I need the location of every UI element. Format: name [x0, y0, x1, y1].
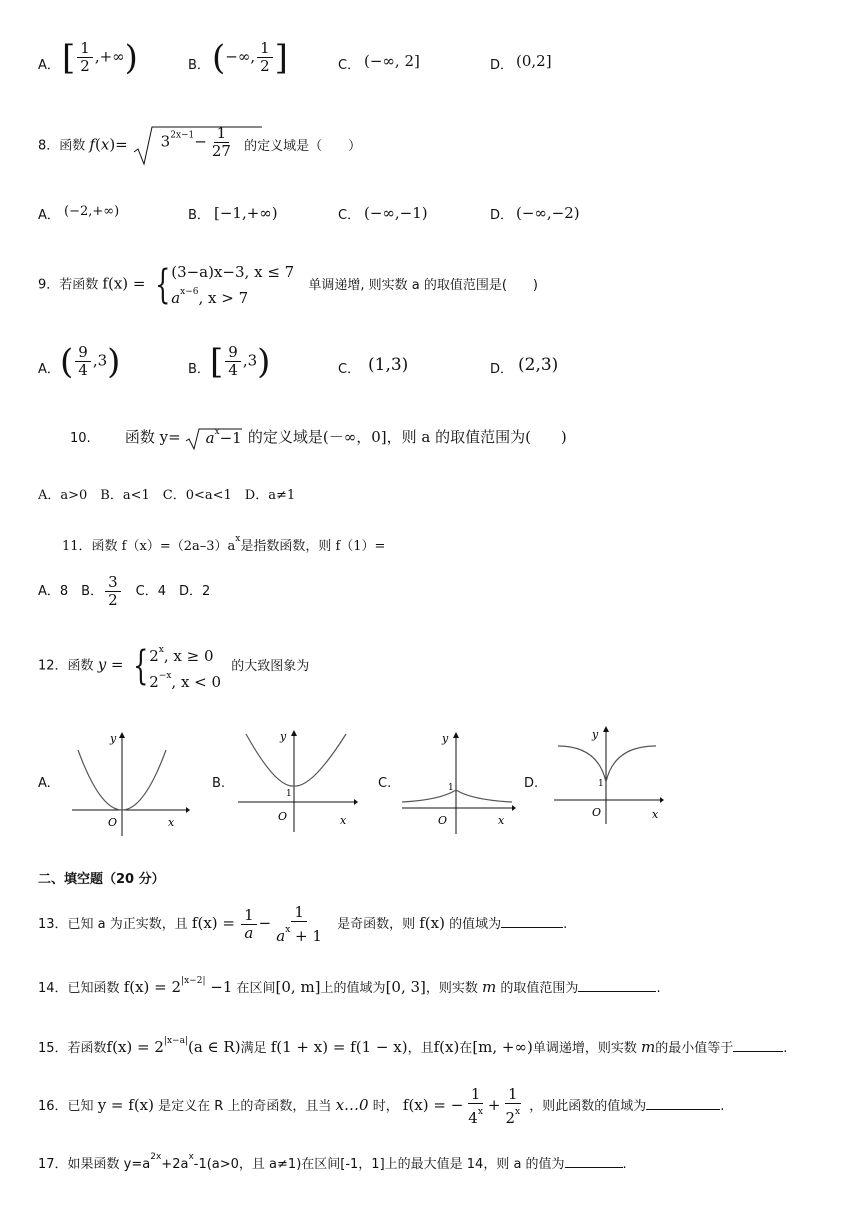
q7-b-num: 1 [257, 40, 273, 58]
q15-cond: f(1 + x) = f(1 − x) [270, 1038, 408, 1056]
q16-mid2: 时， [372, 1099, 399, 1114]
q12-case2-exp: −x [158, 671, 172, 681]
q15-end: . [783, 1041, 788, 1056]
q9-case2-exp: x−6 [180, 287, 199, 297]
q10-suffix: 的定义域是(－∞，0]，则 a 的取值范围为( ) [247, 428, 567, 446]
q7-options [38, 37, 838, 84]
q12-d-origin: O [592, 806, 602, 819]
q8-options [38, 204, 838, 226]
q14-mid2: 上的值域为 [320, 981, 386, 996]
q14-fx: f(x) = 2 [123, 978, 182, 996]
q13-d1: a [244, 924, 254, 942]
q14-exp: |x−2| [181, 976, 206, 986]
q12-d-axis-x: x [652, 808, 659, 821]
q12-a-axis-y: y [110, 732, 117, 745]
q8-option-d: (−∞,−2) [516, 204, 580, 222]
q12-case2-rest: , x < 0 [171, 673, 222, 691]
q11-suffix: 是指数函数，则 f（1）= [240, 539, 386, 554]
q15-mid: 满足 [240, 1041, 267, 1056]
q8-prefix: 8．函数 [38, 138, 86, 154]
q12-d-axis-y: y [592, 728, 599, 741]
q9-b-label: B． [188, 362, 210, 377]
q11-stem [62, 534, 385, 554]
q13-minus: − [258, 914, 272, 932]
q16-plus: + [487, 1096, 501, 1114]
q15-mid3: 在 [459, 1041, 473, 1056]
q14-end: . [656, 981, 661, 996]
q17-answer-blank[interactable] [565, 1155, 623, 1168]
q11-options [38, 574, 210, 614]
q13-fx: f(x) = [191, 914, 235, 932]
q16-stem [38, 1086, 724, 1130]
q9-options [38, 341, 838, 388]
q16-n2: 1 [505, 1086, 521, 1104]
q8-b-label: B． [188, 208, 210, 223]
q12-c-label: C. [378, 776, 392, 791]
q13-n1: 1 [241, 907, 257, 925]
q8-base: 3 [160, 132, 171, 150]
q8-eq: = [115, 135, 128, 154]
q9-d-label: D． [490, 362, 514, 377]
q9-fx: f(x) = [102, 274, 146, 293]
q9-option-d: (2,3) [518, 355, 559, 375]
q17-stem [38, 1152, 627, 1172]
q9-c-label: C． [338, 362, 361, 377]
q10-options: A．a>0 B．a<1 C．0<a<1 D．a≠1 [38, 488, 296, 503]
q9-b-rest: ,3 [242, 351, 258, 370]
section-title: 二、填空题（20 分） [38, 872, 165, 887]
q12-a-origin: O [108, 816, 118, 829]
q17-end: . [622, 1157, 627, 1172]
q15-interval: [m, +∞) [472, 1038, 533, 1056]
q15-exp: |x−a| [163, 1036, 188, 1046]
q9-a-den: 4 [78, 361, 88, 379]
q7-option-a: [ $\frac{1}{2}$ ,+∞) [62, 37, 138, 78]
q15-prefix: 15．若函数 [38, 1041, 107, 1056]
q9-suffix: 单调递增, 则实数 a 的取值范围是( ) [308, 277, 538, 293]
q8-stem: 8．函数 $f(x)= 3^{2x-1}-$ $\frac{1}{27}$ 的定义域是（ ） [38, 124, 465, 168]
q14-mid: 在区间 [236, 981, 276, 996]
q16-yfx: y = f(x) [97, 1096, 154, 1114]
q12-case1-exp: x [158, 645, 164, 655]
q8-c-label: C． [338, 208, 361, 223]
q12-c-one: 1 [448, 783, 454, 793]
q15-rest: (a ∈ R) [187, 1038, 241, 1056]
q7-b-pre: −∞, [225, 47, 256, 66]
q10-prefix: 函数 y= [124, 428, 181, 446]
q12-c-origin: O [438, 814, 448, 827]
q16-d2-base: 2 [505, 1109, 516, 1127]
q13-fx2: f(x) [419, 914, 445, 932]
q9-a-rest: ,3 [92, 351, 108, 370]
q8-f: f [89, 135, 95, 154]
q12-d-one: 1 [598, 779, 604, 789]
q16-cond: x…0 [335, 1096, 369, 1114]
q7-option-d-label: D． [490, 58, 514, 73]
q8-a-label: A． [38, 208, 60, 223]
q8-option-b: [−1,+∞) [214, 204, 278, 222]
q9-option-b: [ $\frac{9}{4}$ ,3) [210, 341, 271, 382]
q12-graph-c [400, 730, 520, 836]
q13-answer-blank[interactable] [501, 915, 563, 928]
q14-stem [38, 976, 661, 996]
q16-prefix: 16．已知 [38, 1099, 94, 1114]
q7-option-c: (−∞, 2] [364, 52, 420, 70]
q12-b-origin: O [278, 810, 288, 823]
q16-d1-base: 4 [468, 1109, 478, 1127]
q13-d2-exp: x [285, 925, 291, 935]
q7-option-c-label: C． [338, 58, 361, 73]
q17-exp2: x [188, 1152, 194, 1162]
q9-b-den: 4 [228, 361, 238, 379]
q10-rad-base: a [205, 428, 215, 447]
q15-mid4: 单调递增，则实数 [532, 1041, 637, 1056]
q12-stem: 12．函数 y = { 2$^x$, x ≥ 0 $2^{-x}$, x < 0 的大致图象为 [38, 640, 309, 690]
q15-m: m [641, 1038, 656, 1056]
q9-prefix: 9．若函数 [38, 277, 99, 293]
q7-a-num: 1 [77, 40, 93, 58]
q12-suffix: 的大致图象为 [231, 658, 310, 674]
q10-rad-rest: −1 [219, 428, 242, 447]
q8-option-a: (−2,+∞) [64, 204, 120, 219]
q16-d1-exp: x [477, 1107, 483, 1117]
q10-number: 10. [70, 431, 91, 446]
q9-option-c: (1,3) [368, 355, 409, 375]
q12-case1-base: 2 [149, 647, 159, 665]
q11-exp: x [235, 534, 241, 544]
q16-suffix: ，则此函数的值域为 [529, 1099, 647, 1114]
q11-options-a: A．8 B． [38, 584, 104, 599]
q9-case2-base: a [171, 289, 181, 307]
q8-exp: 2x−1 [170, 130, 195, 140]
q13-suffix: 是奇函数，则 [337, 917, 416, 932]
q13-d2-rest: + 1 [290, 927, 322, 945]
q7-option-b: (−∞, $\frac{1}{2}$ ] [212, 37, 288, 78]
q10-stem [70, 426, 607, 450]
q14-rest: −1 [205, 978, 233, 996]
q8-num: 1 [214, 125, 230, 143]
q12-cases [149, 640, 221, 692]
q12-b-label: B. [212, 776, 226, 791]
q14-mid3: ，则实数 [425, 981, 478, 996]
q8-d-label: D． [490, 208, 514, 223]
q11-b-den: 2 [108, 591, 118, 609]
q15-stem [38, 1036, 787, 1056]
q12-d-label: D. [524, 776, 539, 791]
q16-d2-exp: x [515, 1107, 521, 1117]
q13-prefix: 13．已知 a 为正实数，且 [38, 917, 188, 932]
q12-case2-base: 2 [149, 673, 159, 691]
q8-minus: − [194, 132, 207, 150]
q12-prefix: 12．函数 [38, 658, 94, 674]
q15-answer-blank[interactable] [733, 1039, 783, 1052]
q16-n1: 1 [468, 1086, 484, 1104]
q13-d2-base: a [276, 927, 286, 945]
q9-case2-rest: , x > 7 [198, 289, 249, 307]
q8-x: x [100, 135, 110, 154]
q9-stem: 9．若函数 f(x) = { (3−a)x−3, x ≤ 7 $a^{x-6}$, x > 7 单调递增, 则实数 a 的取值范围是( ) [38, 262, 538, 308]
q8-suffix: 的定义域是（ ） [244, 138, 362, 154]
q13-n2: 1 [291, 904, 307, 922]
q12-y: y = [97, 655, 124, 674]
q11-options-rest: C．4 D．2 [122, 584, 211, 599]
q14-suffix: 的取值范围为 [500, 981, 579, 996]
q16-answer-blank[interactable] [646, 1097, 720, 1110]
q9-a-num: 9 [75, 344, 91, 362]
q13-end: . [563, 917, 568, 932]
q13-stem [38, 904, 567, 950]
q7-a-rest: ,+∞ [94, 47, 125, 66]
q12-graph-d [552, 724, 670, 828]
q17-exp1: 2x [150, 1152, 162, 1162]
q14-interval: [0, m] [275, 978, 321, 996]
q12-b-axis-x: x [340, 814, 347, 827]
q14-prefix: 14．已知函数 [38, 981, 120, 996]
q9-cases [171, 262, 294, 308]
q17-rest: -1(a>0，且 a≠1)在区间[-1，1]上的最大值是 14，则 a 的值为 [193, 1157, 565, 1172]
q7-option-b-label: B． [188, 58, 210, 73]
q12-b-axis-y: y [280, 730, 287, 743]
q9-a-label: A． [38, 362, 60, 377]
q7-a-den: 2 [80, 57, 90, 75]
q15-suffix: 的最小值等于 [655, 1041, 734, 1056]
q11-b-num: 3 [105, 574, 121, 592]
q11-text: 11．函数 f（x）=（2a–3）a [62, 539, 236, 554]
q16-mid: 是定义在 R 上的奇函数，且当 [158, 1099, 332, 1114]
q14-answer-blank[interactable] [578, 979, 656, 992]
q10-rad-exp: x [214, 426, 220, 437]
q12-graph-b [236, 728, 360, 838]
q15-fx2: f(x) [433, 1038, 460, 1056]
q7-option-d: (0,2] [516, 52, 552, 70]
q14-range: [0, 3] [385, 978, 426, 996]
q8-option-c: (−∞,−1) [364, 204, 428, 222]
q13-suffix2: 的值域为 [449, 917, 502, 932]
q9-case1: (3−a)x−3, x ≤ 7 [171, 263, 295, 281]
q15-fx: f(x) = 2 [106, 1038, 164, 1056]
q7-option-a-label: A． [38, 58, 60, 73]
q14-m: m [482, 978, 497, 996]
q9-b-num: 9 [225, 344, 241, 362]
q17-text: 17．如果函数 y=a [38, 1157, 151, 1172]
q12-case1-rest: , x ≥ 0 [163, 647, 214, 665]
q8-den: 27 [211, 141, 231, 160]
q12-graph-a [70, 730, 190, 840]
q9-option-a: ( $\frac{9}{4}$ ,3) [60, 341, 121, 382]
q12-c-axis-y: y [442, 732, 449, 745]
q15-mid2: ，且 [407, 1041, 434, 1056]
q16-fx: f(x) = − [402, 1096, 464, 1114]
q12-a-label: A. [38, 776, 51, 791]
q7-b-den: 2 [260, 57, 270, 75]
q12-b-one: 1 [286, 789, 292, 799]
q12-c-axis-x: x [498, 814, 505, 827]
q17-mid: +2a [161, 1157, 189, 1172]
q16-end: . [720, 1099, 725, 1114]
q12-a-axis-x: x [168, 816, 175, 829]
